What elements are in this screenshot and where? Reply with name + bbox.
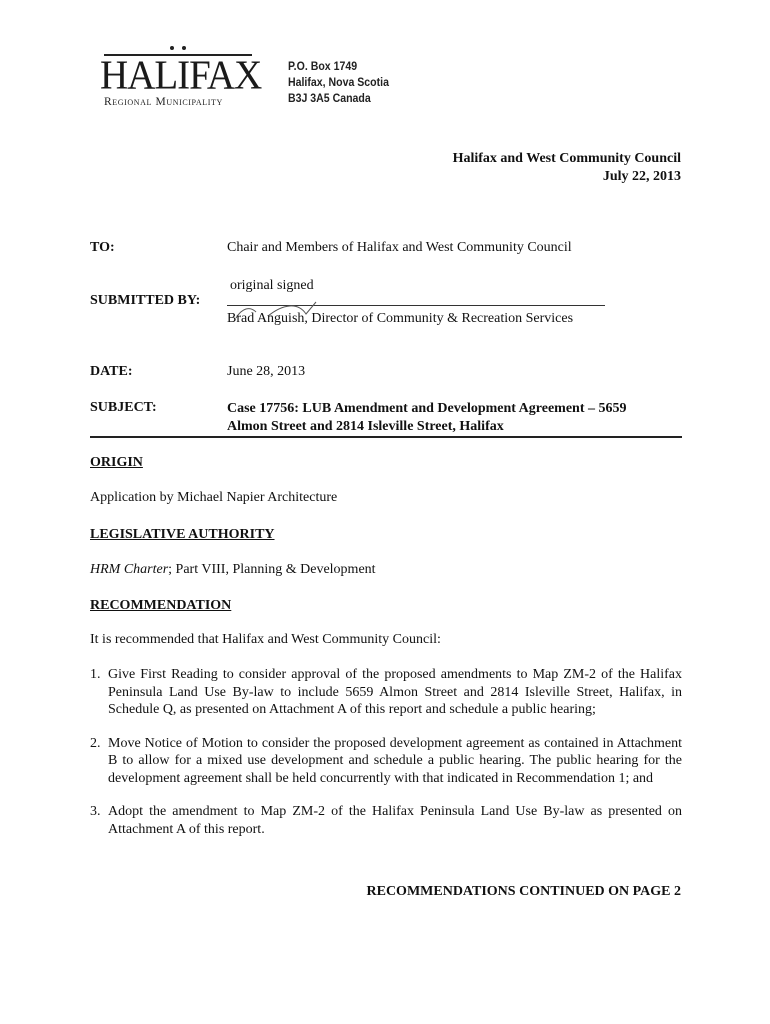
logo-subtitle: Regional Municipality [104,96,223,108]
address-line: P.O. Box 1749 [288,59,358,73]
recommendation-list [90,666,682,854]
item-number: 1. [90,667,101,682]
continued-note: RECOMMENDATIONS CONTINUED ON PAGE 2 [366,884,681,899]
recommendation-intro: It is recommended that Halifax and West Community Council: [90,632,441,647]
to-value: Chair and Members of Halifax and West Community Council [227,240,572,255]
address-line: Halifax, Nova Scotia [288,75,389,89]
mailing-address [288,58,403,106]
subject-line: Case 17756: LUB Amendment and Development Agreement – 5659 [227,401,627,416]
subject-value [227,400,627,436]
council-name: Halifax and West Community Council [452,151,681,166]
list-item [90,803,682,838]
date-label: DATE: [90,364,133,379]
list-item [90,666,682,719]
logo-dot-icon [170,46,174,50]
charter-name: HRM Charter [90,562,169,577]
origin-heading: ORIGIN [90,455,143,470]
submitted-by-value: Brad Anguish, Director of Community & Recreation Services [227,311,574,326]
recommendation-heading: RECOMMENDATION [90,598,232,613]
list-item [90,735,682,788]
halifax-logo [100,52,260,112]
address-line: B3J 3A5 Canada [288,91,371,105]
logo-dot-icon [182,46,186,50]
item-number: 2. [90,735,101,751]
header-rule [90,436,682,438]
charter-detail: ; Part VIII, Planning & Development [168,562,376,577]
submitted-by-label: SUBMITTED BY: [90,293,201,308]
item-text: Give First Reading to consider approval of the proposed amendments to Map ZM-2 of the Halifax Peninsula Land Use By-law to include 5659 Almon Street and 2814 Isleville Street, Halifax, in Schedule Q, as presented on Attachment A of this report and schedule a public hearing; [108,667,682,717]
logo-wordmark: HALIFAX [100,52,262,99]
date-value: June 28, 2013 [227,364,306,379]
legislative-heading: LEGISLATIVE AUTHORITY [90,527,275,542]
item-number: 3. [90,804,101,819]
item-text: Move Notice of Motion to consider the proposed development agreement as contained in Attachment B to allow for a mixed use development and schedule a public hearing. The public hearing for the development agreement shall be held concurrently with that indicated in Recommendation 1; and [108,735,682,786]
signed-note: original signed [230,278,314,293]
legislative-text [90,562,376,578]
item-text: Adopt the amendment to Map ZM-2 of the Halifax Peninsula Land Use By-law as presented on Attachment A of this report. [108,804,682,837]
council-header [453,150,681,186]
subject-label: SUBJECT: [90,400,157,415]
origin-text: Application by Michael Napier Architecture [90,490,338,505]
meeting-date: July 22, 2013 [602,169,681,184]
to-label: TO: [90,240,115,255]
subject-line: Almon Street and 2814 Isleville Street, Halifax [227,419,504,434]
